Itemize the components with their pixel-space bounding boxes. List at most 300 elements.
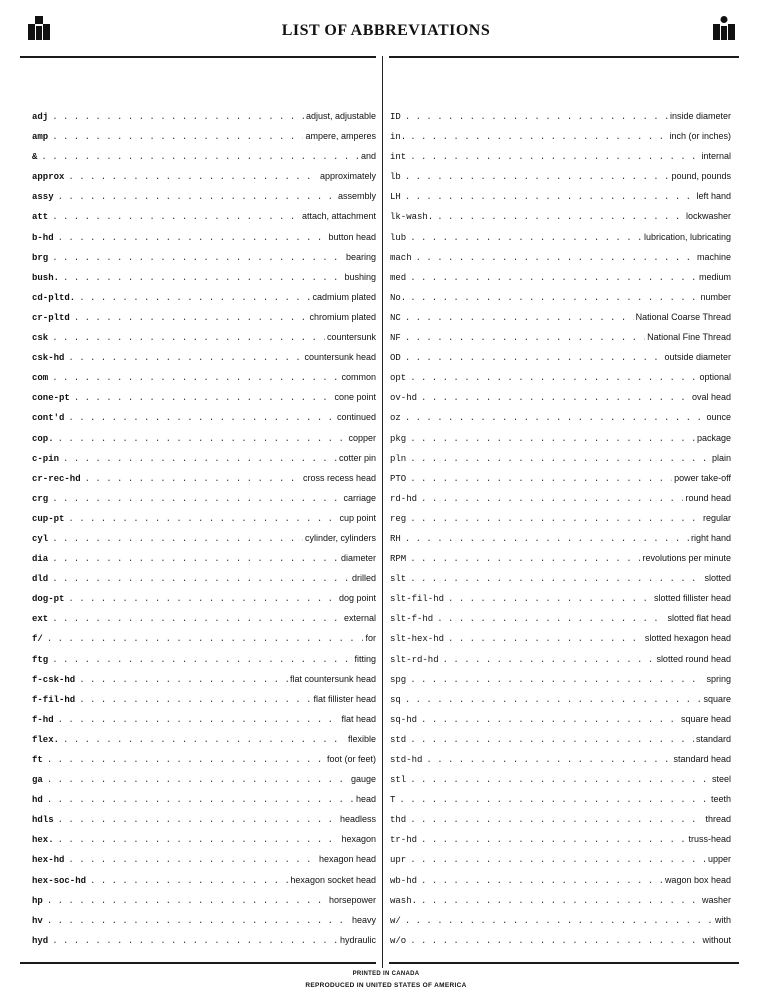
abbreviation-meaning: outside diameter xyxy=(664,352,731,363)
abbreviation-term: wb-hd xyxy=(390,875,418,886)
abbreviation-entry xyxy=(32,149,376,169)
dot-leader xyxy=(410,773,710,787)
abbreviation-term: RH xyxy=(390,533,401,544)
abbreviation-entry xyxy=(32,792,376,812)
abbreviation-entry xyxy=(390,431,731,451)
dot-leader xyxy=(74,391,333,405)
dot-leader xyxy=(405,411,705,425)
dot-leader xyxy=(68,853,317,867)
abbreviation-term: att xyxy=(32,212,49,223)
dot-leader xyxy=(52,934,338,948)
abbreviation-entry xyxy=(32,290,376,310)
abbreviation-meaning: drilled xyxy=(351,573,376,584)
abbreviation-term: sq-hd xyxy=(390,714,418,725)
abbreviation-term: assy xyxy=(32,192,54,203)
abbreviation-term: tr-hd xyxy=(390,835,418,846)
dot-leader xyxy=(421,713,679,727)
abbreviation-meaning: pound, pounds xyxy=(671,171,731,182)
abbreviation-term: No. xyxy=(390,292,407,303)
dot-leader xyxy=(410,130,667,144)
abbreviation-term: wash. xyxy=(390,895,418,906)
abbreviation-entry xyxy=(390,209,731,229)
abbreviation-meaning: gauge xyxy=(350,774,376,785)
abbreviation-term: hp xyxy=(32,895,43,906)
abbreviation-meaning: power take-off xyxy=(674,472,731,483)
abbreviation-term: f-hd xyxy=(32,714,54,725)
abbreviation-term: rd-hd xyxy=(390,493,418,504)
dot-leader xyxy=(63,733,346,747)
abbreviation-entry xyxy=(32,209,376,229)
abbreviation-entry xyxy=(390,511,731,531)
dot-leader xyxy=(68,351,302,365)
abbreviation-entry xyxy=(390,370,731,390)
dot-leader xyxy=(74,311,308,325)
abbreviation-entry xyxy=(390,591,731,611)
abbreviation-entry xyxy=(32,631,376,651)
abbreviation-meaning: copper xyxy=(348,432,376,443)
abbreviation-meaning: truss-head xyxy=(688,834,731,845)
abbreviation-entry xyxy=(32,712,376,732)
abbreviation-term: csk xyxy=(32,333,49,344)
abbreviation-term: b-hd xyxy=(32,232,54,243)
abbreviation-term: hex. xyxy=(32,835,54,846)
column-divider xyxy=(382,56,383,968)
abbreviation-term: cont'd xyxy=(32,413,65,424)
dot-leader xyxy=(52,371,339,385)
abbreviation-term: int xyxy=(390,152,407,163)
dot-leader xyxy=(405,311,634,325)
dot-leader xyxy=(405,532,689,546)
abbreviation-entry xyxy=(32,913,376,933)
dot-leader xyxy=(58,231,327,245)
abbreviation-entry xyxy=(32,169,376,189)
abbreviation-entry xyxy=(390,551,731,571)
abbreviation-meaning: slotted round head xyxy=(656,653,731,664)
dot-leader xyxy=(405,110,668,124)
abbreviation-term: RPM xyxy=(390,554,407,565)
dot-leader xyxy=(410,150,699,164)
abbreviation-meaning: for xyxy=(365,633,376,644)
dot-leader xyxy=(68,592,337,606)
abbreviation-term: lub xyxy=(390,232,407,243)
abbreviation-entry xyxy=(32,933,376,953)
abbreviation-entry xyxy=(390,169,731,189)
dot-leader xyxy=(41,150,359,164)
abbreviation-meaning: flexible xyxy=(347,733,376,744)
abbreviation-meaning: lockwasher xyxy=(685,211,731,222)
dot-leader xyxy=(58,713,340,727)
abbreviation-term: pkg xyxy=(390,433,407,444)
abbreviation-meaning: National Fine Thread xyxy=(647,332,731,343)
abbreviation-entry xyxy=(390,290,731,310)
header-rule-right xyxy=(389,56,739,58)
abbreviation-entry xyxy=(32,571,376,591)
abbreviation-term: f/ xyxy=(32,634,43,645)
abbreviation-entry xyxy=(390,913,731,933)
abbreviation-meaning: flat fillister head xyxy=(313,693,376,704)
abbreviation-meaning: cylinder, cylinders xyxy=(304,532,376,543)
dot-leader xyxy=(79,291,310,305)
abbreviation-meaning: square xyxy=(703,693,731,704)
abbreviation-term: ID xyxy=(390,112,401,122)
abbreviation-meaning: left hand xyxy=(696,191,731,202)
abbreviation-entry xyxy=(32,752,376,772)
abbreviation-entry xyxy=(390,250,731,270)
abbreviation-meaning: inside diameter xyxy=(669,111,731,121)
abbreviation-term: cr-pltd xyxy=(32,312,70,323)
abbreviation-entry xyxy=(32,732,376,752)
dot-leader xyxy=(58,432,347,446)
abbreviation-entry xyxy=(32,431,376,451)
abbreviation-meaning: National Coarse Thread xyxy=(635,311,731,322)
abbreviation-term: cone-pt xyxy=(32,393,70,404)
abbreviation-term: c-pin xyxy=(32,453,60,464)
abbreviation-entry xyxy=(390,350,731,370)
abbreviation-term: com xyxy=(32,373,49,384)
abbreviation-entry xyxy=(32,672,376,692)
abbreviation-term: PTO xyxy=(390,473,407,484)
abbreviation-meaning: number xyxy=(700,291,731,302)
abbreviation-meaning: machine xyxy=(696,251,731,262)
abbreviation-meaning: fitting xyxy=(354,653,376,664)
dot-leader xyxy=(410,813,703,827)
dot-leader xyxy=(68,170,318,184)
abbreviation-meaning: continued xyxy=(336,412,376,423)
abbreviation-meaning: attach, attachment xyxy=(301,211,376,222)
dot-leader xyxy=(426,753,671,767)
abbreviation-term: hdls xyxy=(32,815,54,826)
abbreviation-entry xyxy=(32,511,376,531)
abbreviation-term: hex-soc-hd xyxy=(32,875,87,886)
dot-leader xyxy=(410,572,702,586)
abbreviation-term: std-hd xyxy=(390,755,423,765)
abbreviation-meaning: standard xyxy=(695,733,731,744)
abbreviation-meaning: square head xyxy=(680,713,731,724)
abbreviation-entry xyxy=(32,531,376,551)
dot-leader xyxy=(421,894,700,908)
abbreviation-term: stl xyxy=(390,775,407,786)
abbreviation-meaning: with xyxy=(714,914,731,925)
abbreviation-entry xyxy=(32,832,376,852)
abbreviation-term: crg xyxy=(32,493,49,504)
abbreviation-meaning: teeth xyxy=(710,794,731,805)
abbreviation-meaning: round head xyxy=(685,492,731,503)
abbreviation-entry xyxy=(32,109,376,129)
abbreviation-entry xyxy=(390,390,731,410)
abbreviation-meaning: diameter xyxy=(340,553,376,564)
abbreviation-entry xyxy=(32,652,376,672)
abbreviation-meaning: inch (or inches) xyxy=(669,131,731,142)
abbreviation-entry xyxy=(390,451,731,471)
dot-leader xyxy=(52,572,350,586)
abbreviation-entry xyxy=(32,611,376,631)
abbreviation-entry xyxy=(32,370,376,390)
right-column xyxy=(390,109,731,953)
abbreviation-meaning: hexagon socket head xyxy=(290,874,376,885)
abbreviation-term: cyl xyxy=(32,533,49,544)
abbreviation-term: oz xyxy=(390,413,401,424)
dot-leader xyxy=(448,632,643,646)
abbreviation-entry xyxy=(390,933,731,953)
dot-leader xyxy=(410,291,698,305)
abbreviation-term: NC xyxy=(390,312,401,323)
dot-leader xyxy=(52,532,303,546)
abbreviation-meaning: washer xyxy=(701,894,731,905)
abbreviation-entry xyxy=(390,712,731,732)
abbreviation-meaning: button head xyxy=(328,231,376,242)
dot-leader xyxy=(421,391,690,405)
abbreviation-term: LH xyxy=(390,192,401,203)
dot-leader xyxy=(63,452,337,466)
abbreviation-meaning: internal xyxy=(701,151,731,162)
dot-leader xyxy=(410,934,700,948)
abbreviation-meaning: without xyxy=(702,934,731,945)
abbreviation-entry xyxy=(390,873,731,893)
dot-leader xyxy=(58,190,336,204)
abbreviation-term: spg xyxy=(390,674,407,685)
dot-leader xyxy=(47,793,354,807)
abbreviation-term: csk-hd xyxy=(32,353,65,364)
abbreviation-meaning: medium xyxy=(698,271,731,282)
abbreviation-term: sq xyxy=(390,694,401,705)
abbreviation-meaning: carriage xyxy=(343,492,376,503)
dot-leader xyxy=(421,874,663,888)
abbreviation-entry xyxy=(390,692,731,712)
abbreviation-entry xyxy=(390,491,731,511)
abbreviation-entry xyxy=(32,471,376,491)
abbreviation-meaning: cone point xyxy=(334,392,376,403)
abbreviation-term: lk-wash. xyxy=(390,212,434,223)
abbreviation-meaning: bushing xyxy=(344,271,376,282)
dot-leader xyxy=(405,693,702,707)
abbreviation-meaning: hydraulic xyxy=(339,934,376,945)
dot-leader xyxy=(410,452,710,466)
abbreviation-term: pln xyxy=(390,453,407,464)
abbreviation-term: dld xyxy=(32,574,49,585)
abbreviation-meaning: cotter pin xyxy=(338,452,376,463)
abbreviation-term: ext xyxy=(32,614,49,625)
abbreviation-entry xyxy=(390,571,731,591)
abbreviation-term: std xyxy=(390,734,407,745)
abbreviation-term: hv xyxy=(32,915,43,926)
abbreviation-meaning: countersunk head xyxy=(304,352,376,363)
abbreviation-term: cd-pltd. xyxy=(32,292,76,303)
abbreviation-entry xyxy=(390,611,731,631)
abbreviation-term: w/ xyxy=(390,915,401,926)
dot-leader xyxy=(47,914,350,928)
dot-leader xyxy=(63,271,342,285)
abbreviation-meaning: assembly xyxy=(337,191,376,202)
abbreviation-term: thd xyxy=(390,815,407,826)
abbreviation-meaning: slotted hexagon head xyxy=(644,633,731,644)
abbreviation-term: slt-rd-hd xyxy=(390,654,439,665)
abbreviation-entry xyxy=(32,591,376,611)
dot-leader xyxy=(90,874,288,888)
abbreviation-meaning: head xyxy=(355,794,376,805)
dot-leader xyxy=(47,632,364,646)
abbreviation-entry xyxy=(390,893,731,913)
abbreviation-term: cup-pt xyxy=(32,513,65,524)
ih-logo-icon xyxy=(713,16,735,40)
abbreviation-entry xyxy=(32,692,376,712)
abbreviation-term: flex. xyxy=(32,734,60,745)
abbreviation-term: slt-fil-hd xyxy=(390,594,445,605)
dot-leader xyxy=(448,592,652,606)
abbreviation-entry xyxy=(32,350,376,370)
abbreviation-entry xyxy=(32,230,376,250)
abbreviation-meaning: external xyxy=(343,613,376,624)
abbreviation-entry xyxy=(32,330,376,350)
dot-leader xyxy=(52,552,339,566)
dot-leader xyxy=(437,612,665,626)
abbreviation-meaning: countersunk xyxy=(326,332,376,343)
abbreviation-entry xyxy=(32,772,376,792)
abbreviation-meaning: flat head xyxy=(341,713,376,724)
dot-leader xyxy=(52,653,352,667)
abbreviation-entry xyxy=(32,812,376,832)
abbreviation-entry xyxy=(390,230,731,250)
dot-leader xyxy=(405,170,670,184)
abbreviation-meaning: thread xyxy=(705,814,731,825)
dot-leader xyxy=(58,813,338,827)
abbreviation-term: in. xyxy=(390,132,407,143)
abbreviation-entry xyxy=(390,832,731,852)
abbreviation-meaning: headless xyxy=(339,814,376,825)
abbreviation-term: upr xyxy=(390,855,407,866)
abbreviation-term: dia xyxy=(32,554,49,565)
abbreviation-meaning: ounce xyxy=(706,412,731,423)
abbreviation-meaning: cadmium plated xyxy=(312,291,376,302)
abbreviation-term: slt-f-hd xyxy=(390,614,434,625)
abbreviation-entry xyxy=(32,893,376,913)
abbreviation-meaning: slotted flat head xyxy=(667,613,731,624)
abbreviation-entry xyxy=(32,451,376,471)
abbreviation-entry xyxy=(390,792,731,812)
abbreviation-term: & xyxy=(32,152,38,163)
abbreviation-term: hyd xyxy=(32,935,49,946)
abbreviation-entry xyxy=(32,129,376,149)
dot-leader xyxy=(410,371,697,385)
abbreviation-entry xyxy=(32,270,376,290)
dot-leader xyxy=(410,552,640,566)
abbreviation-meaning: package xyxy=(696,432,731,443)
reproduced-in-note: REPRODUCED IN UNITED STATES OF AMERICA xyxy=(305,982,467,989)
abbreviation-term: lb xyxy=(390,172,401,183)
dot-leader xyxy=(410,512,701,526)
abbreviation-term: NF xyxy=(390,333,401,344)
dot-leader xyxy=(421,833,686,847)
dot-leader xyxy=(52,492,341,506)
abbreviation-entry xyxy=(390,471,731,491)
abbreviation-term: ft xyxy=(32,755,43,765)
dot-leader xyxy=(410,673,704,687)
abbreviation-term: med xyxy=(390,272,407,283)
dot-leader xyxy=(405,351,663,365)
abbreviation-meaning: upper xyxy=(707,854,731,865)
abbreviation-meaning: hexagon xyxy=(341,834,376,845)
abbreviation-term: slt-hex-hd xyxy=(390,634,445,645)
abbreviation-meaning: slotted xyxy=(704,573,731,584)
abbreviation-meaning: optional xyxy=(699,372,731,383)
page-title: LIST OF ABBREVIATIONS xyxy=(281,22,491,39)
abbreviation-entry xyxy=(390,109,731,129)
dot-leader xyxy=(58,833,340,847)
abbreviation-entry xyxy=(32,852,376,872)
abbreviation-entry xyxy=(390,270,731,290)
abbreviation-entry xyxy=(390,531,731,551)
abbreviation-meaning: adjust, adjustable xyxy=(305,111,376,121)
abbreviation-term: reg xyxy=(390,513,407,524)
abbreviation-term: slt xyxy=(390,574,407,585)
abbreviation-meaning: approximately xyxy=(319,171,376,182)
abbreviation-entry xyxy=(32,491,376,511)
abbreviation-term: cr-rec-hd xyxy=(32,473,81,484)
abbreviation-meaning: bearing xyxy=(345,251,376,262)
abbreviation-meaning: oval head xyxy=(691,392,731,403)
left-column xyxy=(32,109,376,953)
abbreviation-term: cop. xyxy=(32,433,54,444)
abbreviation-meaning: spring xyxy=(706,673,731,684)
abbreviation-term: mach xyxy=(390,252,412,263)
dot-leader xyxy=(405,914,713,928)
abbreviation-entry xyxy=(32,250,376,270)
dot-leader xyxy=(47,753,325,767)
abbreviation-meaning: wagon box head xyxy=(664,874,731,885)
abbreviation-entry xyxy=(32,189,376,209)
abbreviation-term: hex-hd xyxy=(32,855,65,866)
dot-leader xyxy=(47,894,327,908)
abbreviation-term: approx xyxy=(32,172,65,183)
dot-leader xyxy=(79,673,288,687)
dot-leader xyxy=(85,472,301,486)
abbreviation-meaning: horsepower xyxy=(328,894,376,905)
abbreviation-meaning: cross recess head xyxy=(302,472,376,483)
dot-leader xyxy=(443,653,655,667)
dot-leader xyxy=(410,432,695,446)
abbreviation-entry xyxy=(390,772,731,792)
abbreviation-term: adj xyxy=(32,112,49,122)
abbreviation-entry xyxy=(390,852,731,872)
abbreviation-term: T xyxy=(390,795,396,806)
dot-leader xyxy=(405,190,695,204)
dot-leader xyxy=(410,472,672,486)
abbreviation-term: brg xyxy=(32,252,49,263)
dot-leader xyxy=(416,251,695,265)
abbreviation-meaning: plain xyxy=(711,452,731,463)
abbreviation-term: ov-hd xyxy=(390,393,418,404)
abbreviation-entry xyxy=(390,752,731,772)
abbreviation-entry xyxy=(32,310,376,330)
abbreviation-entry xyxy=(390,129,731,149)
dot-leader xyxy=(52,110,304,124)
abbreviation-term: ga xyxy=(32,775,43,786)
abbreviation-meaning: regular xyxy=(702,512,731,523)
abbreviation-entry xyxy=(390,189,731,209)
dot-leader xyxy=(405,331,645,345)
footer-rule-left xyxy=(20,962,376,964)
abbreviation-meaning: steel xyxy=(711,774,731,785)
dot-leader xyxy=(68,512,337,526)
abbreviation-term: opt xyxy=(390,373,407,384)
abbreviation-entry xyxy=(390,652,731,672)
abbreviation-term: OD xyxy=(390,353,401,364)
abbreviation-entry xyxy=(390,410,731,430)
dot-leader xyxy=(52,251,344,265)
dot-leader xyxy=(47,773,349,787)
abbreviation-meaning: standard head xyxy=(673,754,731,764)
abbreviation-meaning: chromium plated xyxy=(309,311,376,322)
abbreviation-entry xyxy=(390,149,731,169)
